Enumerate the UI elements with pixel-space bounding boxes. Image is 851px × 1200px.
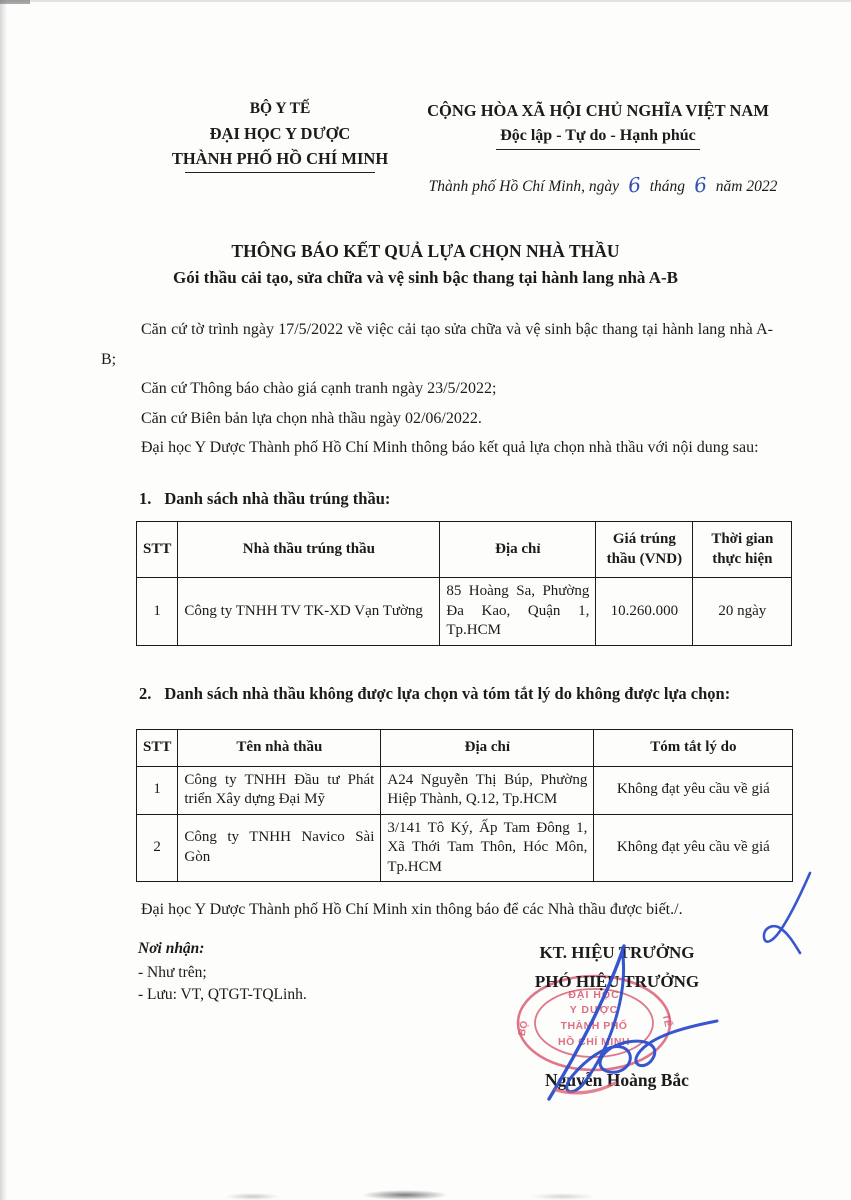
date-middle: tháng <box>649 178 686 195</box>
stamp-text-line: THÀNH PHỐ <box>560 1020 628 1032</box>
handwritten-day: 6 <box>626 172 643 198</box>
cell-stt: 2 <box>137 814 178 882</box>
section-title: Danh sách nhà thầu trúng thầu: <box>164 489 391 508</box>
stamp-text-line: Y DƯỢC <box>569 1004 619 1016</box>
col-header-stt: STT <box>137 522 178 578</box>
col-header-duration: Thời gian thực hiện <box>693 522 792 578</box>
issuing-agency-block <box>160 96 400 173</box>
col-header-contractor: Tên nhà thầu <box>178 730 381 767</box>
signature-titles <box>462 938 772 996</box>
scan-smudge <box>362 1190 448 1200</box>
table-header-row <box>137 522 792 578</box>
university-city: THÀNH PHỐ HỒ CHÍ MINH <box>171 149 389 168</box>
date-line <box>398 172 808 196</box>
scan-corner-mark <box>0 0 30 4</box>
recipient-item: - Như trên; <box>138 964 207 981</box>
national-motto: Độc lập - Tự do - Hạnh phúc <box>496 123 700 150</box>
cell-reason: Không đạt yêu cầu về giá <box>594 766 793 814</box>
col-header-contractor: Nhà thầu trúng thầu <box>178 522 440 578</box>
paragraph: Căn cứ Thông báo chào giá cạnh tranh ngày 23/5/2022; <box>141 380 497 397</box>
cell-address: A24 Nguyễn Thị Búp, Phường Hiệp Thành, Q.12, Tp.HCM <box>381 766 594 814</box>
national-title: CỘNG HÒA XÃ HỘI CHỦ NGHĨA VIỆT NAM <box>427 101 769 120</box>
paragraph: Căn cứ tờ trình ngày 17/5/2022 về việc cải tạo sửa chữa và vệ sinh bậc thang tại hành lang nhà A-B; <box>101 321 773 368</box>
cell-duration: 20 ngày <box>693 578 792 646</box>
scan-smudge <box>530 1193 595 1200</box>
col-header-stt: STT <box>137 730 178 767</box>
rejected-contractors-table-wrap <box>136 729 793 882</box>
cell-contractor-name: Công ty TNHH Navico Sài Gòn <box>178 814 381 882</box>
cell-contractor-name: Công ty TNHH Đầu tư Phát triển Xây dựng Đại Mỹ <box>178 766 381 814</box>
scan-edge-shadow-left <box>0 0 7 1200</box>
winning-contractor-table <box>136 521 792 646</box>
signature-title-2: PHÓ HIỆU TRƯỞNG <box>534 972 700 991</box>
scan-smudge <box>225 1193 280 1200</box>
closing-paragraph: Đại học Y Dược Thành phố Hồ Chí Minh xin thông báo để các Nhà thầu được biết./. <box>141 901 683 918</box>
table-header-row <box>137 730 793 767</box>
section-1-heading <box>139 486 799 512</box>
date-suffix: năm 2022 <box>715 178 778 195</box>
cell-stt: 1 <box>137 578 178 646</box>
table-row <box>137 814 793 882</box>
paragraph: Đại học Y Dược Thành phố Hồ Chí Minh thông báo kết quả lựa chọn nhà thầu với nội dung sau: <box>141 439 759 456</box>
paragraph: Căn cứ Biên bản lựa chọn nhà thầu ngày 02/06/2022. <box>141 409 482 427</box>
stamp-ring-text-left: BỘ <box>516 1020 531 1037</box>
section-number: 1. <box>139 489 152 508</box>
col-header-price: Giá trúng thầu (VND) <box>596 522 693 578</box>
winning-contractor-table-wrap <box>136 521 792 646</box>
col-header-address: Địa chỉ <box>381 730 594 767</box>
body-paragraphs <box>101 315 773 463</box>
cell-address: 3/141 Tô Ký, Ấp Tam Đông 1, Xã Thới Tam Thôn, Hóc Môn, Tp.HCM <box>381 814 594 882</box>
col-header-address: Địa chỉ <box>440 522 596 578</box>
section-number: 2. <box>139 684 152 703</box>
national-header-block <box>398 99 798 150</box>
title-block <box>60 238 791 291</box>
document-title: THÔNG BÁO KẾT QUẢ LỰA CHỌN NHÀ THẦU <box>231 241 620 261</box>
ministry-name: BỘ Y TẾ <box>249 100 311 117</box>
signer-name: Nguyễn Hoàng Bắc <box>545 1070 689 1090</box>
scan-edge-shadow-top <box>0 0 851 2</box>
agency-underline <box>185 172 375 173</box>
stamp-ring-text-right: TẾ <box>659 1013 674 1028</box>
university-name: ĐẠI HỌC Y DƯỢC <box>209 124 351 143</box>
rejected-contractors-table <box>136 729 793 882</box>
section-title: Danh sách nhà thầu không được lựa chọn và tóm tắt lý do không được lựa chọn: <box>164 684 731 703</box>
closing-paragraph-wrap <box>101 897 777 923</box>
section-2-heading <box>139 681 794 707</box>
stamp-text-line: HỒ CHÍ MINH <box>558 1036 630 1048</box>
recipients-label: Nơi nhận: <box>138 940 205 957</box>
document-subtitle: Gói thầu cải tạo, sửa chữa và vệ sinh bậc thang tại hành lang nhà A-B <box>172 268 678 287</box>
col-header-reason: Tóm tắt lý do <box>594 730 793 767</box>
signature-title-1: KT. HIỆU TRƯỞNG <box>539 943 695 962</box>
handwritten-month: 6 <box>692 172 709 198</box>
recipient-item: - Lưu: VT, QTGT-TQLinh. <box>138 986 307 1003</box>
recipients-block <box>138 940 418 1006</box>
table-row <box>137 766 793 814</box>
cell-address: 85 Hoàng Sa, Phường Đa Kao, Quận 1, Tp.HCM <box>440 578 596 646</box>
cell-stt: 1 <box>137 766 178 814</box>
table-row <box>137 578 792 646</box>
date-prefix: Thành phố Hồ Chí Minh, ngày <box>428 178 619 195</box>
cell-reason: Không đạt yêu cầu về giá <box>594 814 793 882</box>
cell-price: 10.260.000 <box>596 578 693 646</box>
stamp-text-line: ĐẠI HỌC <box>568 989 620 1001</box>
cell-contractor-name: Công ty TNHH TV TK-XD Vạn Tường <box>178 578 440 646</box>
